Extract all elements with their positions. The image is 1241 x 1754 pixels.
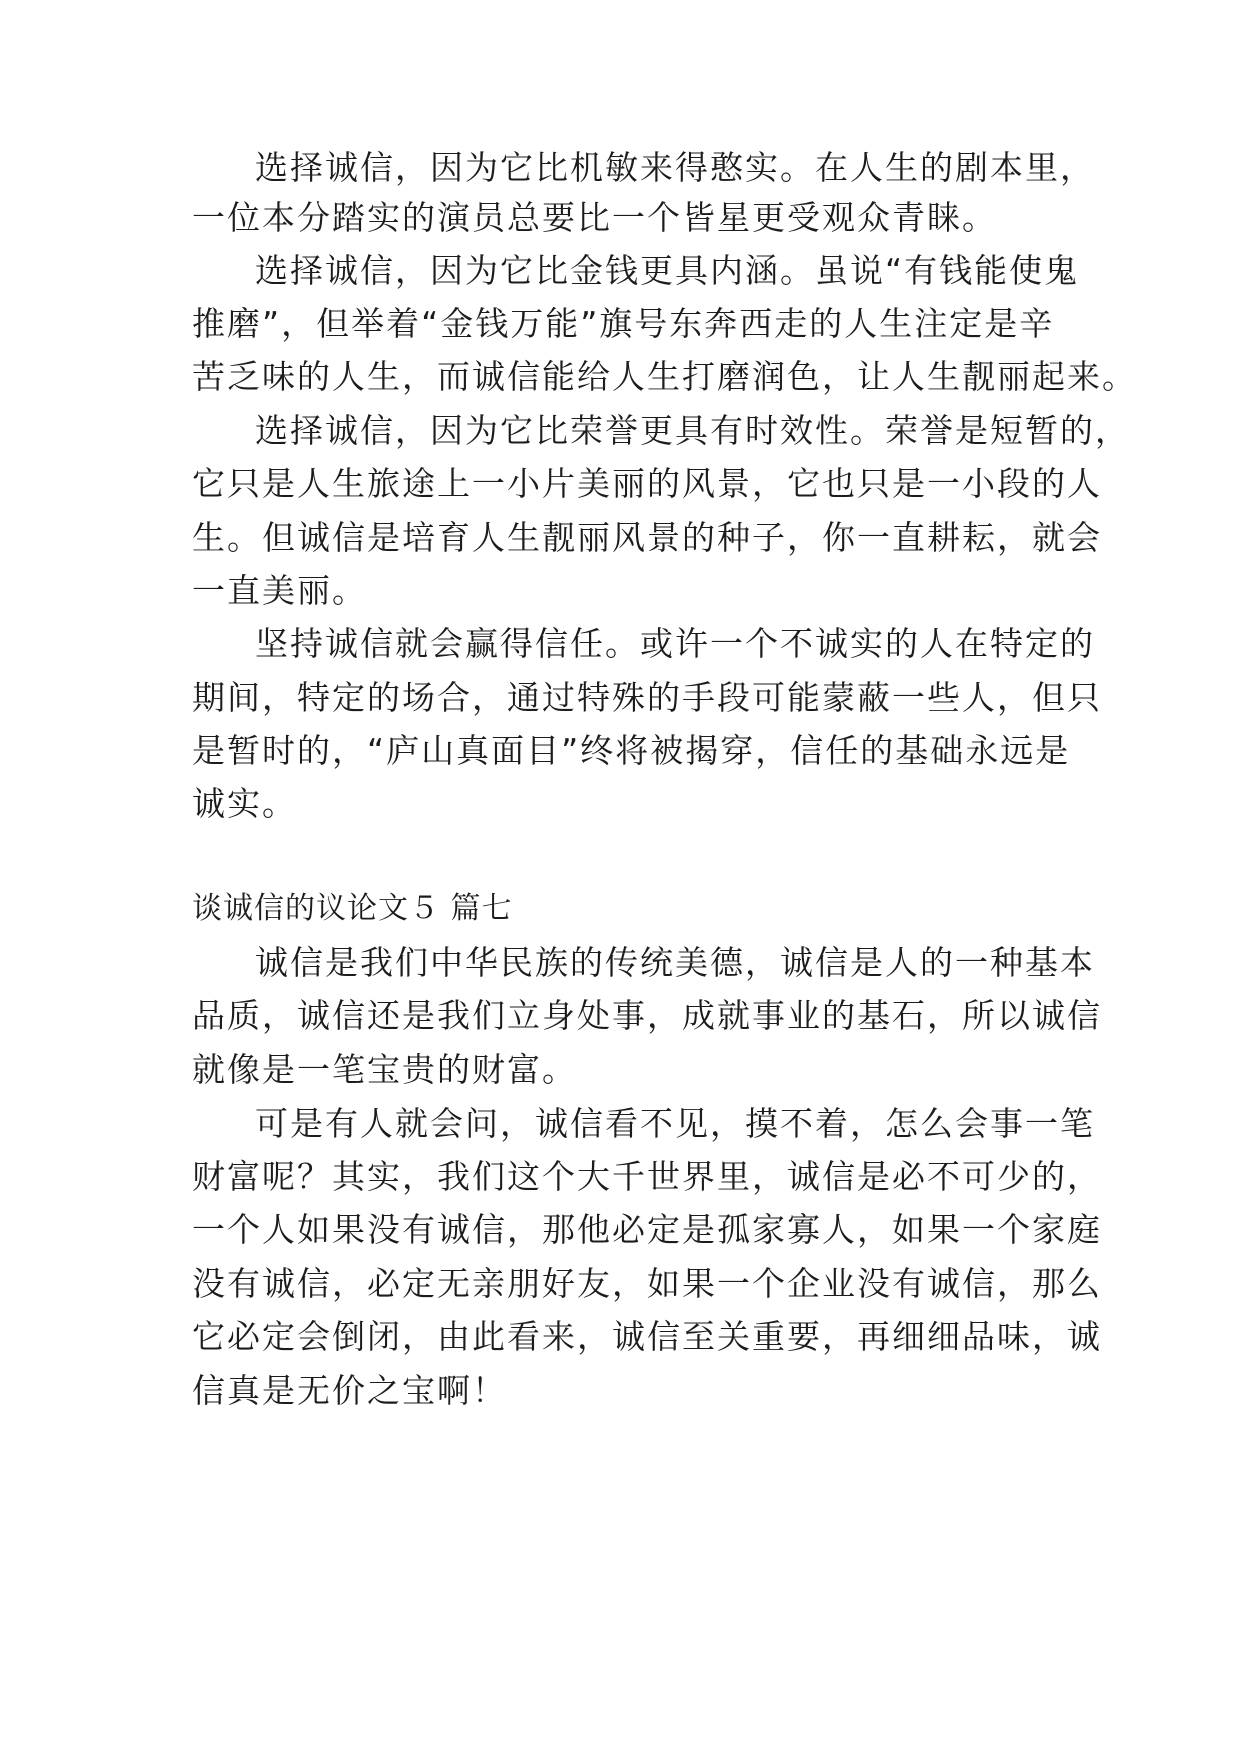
paragraph-line: 期间，特定的场合，通过特殊的手段可能蒙蔽一些人，但只 [192, 678, 1102, 717]
paragraph-line: 推磨”，但举着“金钱万能”旗号东奔西走的人生注定是辛 [192, 304, 1055, 343]
paragraph-line: 品质，诚信还是我们立身处事，成就事业的基石，所以诚信 [192, 996, 1102, 1035]
paragraph-line: 选择诚信，因为它比机敏来得憨实。在人生的剧本里， [255, 148, 1095, 187]
paragraph-line: 诚实。 [192, 784, 297, 823]
section-heading: 谈诚信的议论文５ 篇七 [192, 891, 513, 926]
paragraph-line: 就像是一笔宝贵的财富。 [192, 1050, 577, 1089]
paragraph-line: 选择诚信，因为它比金钱更具内涵。虽说“有钱能使鬼 [255, 251, 1080, 290]
paragraph-line: 诚信是我们中华民族的传统美德，诚信是人的一种基本 [255, 943, 1095, 982]
paragraph-line: 选择诚信，因为它比荣誉更具有时效性。荣誉是短暂的， [255, 411, 1130, 450]
paragraph-line: 坚持诚信就会赢得信任。或许一个不诚实的人在特定的 [255, 624, 1095, 663]
paragraph-line: 可是有人就会问，诚信看不见，摸不着，怎么会事一笔 [255, 1104, 1095, 1143]
paragraph-line: 信真是无价之宝啊！ [192, 1371, 507, 1410]
paragraph-line: 没有诚信，必定无亲朋好友，如果一个企业没有诚信，那么 [192, 1264, 1102, 1303]
paragraph-line: 一位本分踏实的演员总要比一个皆星更受观众青睐。 [192, 198, 997, 237]
paragraph-line: 是暂时的，“庐山真面目”终将被揭穿，信任的基础永远是 [192, 731, 1071, 770]
paragraph-line: 生。但诚信是培育人生靓丽风景的种子，你一直耕耘，就会 [192, 518, 1102, 557]
paragraph-line: 一直美丽。 [192, 571, 367, 610]
paragraph-line: 一个人如果没有诚信，那他必定是孤家寡人，如果一个家庭 [192, 1210, 1102, 1249]
paragraph-line: 它只是人生旅途上一小片美丽的风景，它也只是一小段的人 [192, 464, 1102, 503]
paragraph-line: 财富呢？其实，我们这个大千世界里，诚信是必不可少的， [192, 1157, 1102, 1196]
paragraph-line: 它必定会倒闭，由此看来，诚信至关重要，再细细品味，诚 [192, 1317, 1102, 1356]
paragraph-line: 苦乏味的人生，而诚信能给人生打磨润色，让人生靓丽起来。 [192, 357, 1137, 396]
